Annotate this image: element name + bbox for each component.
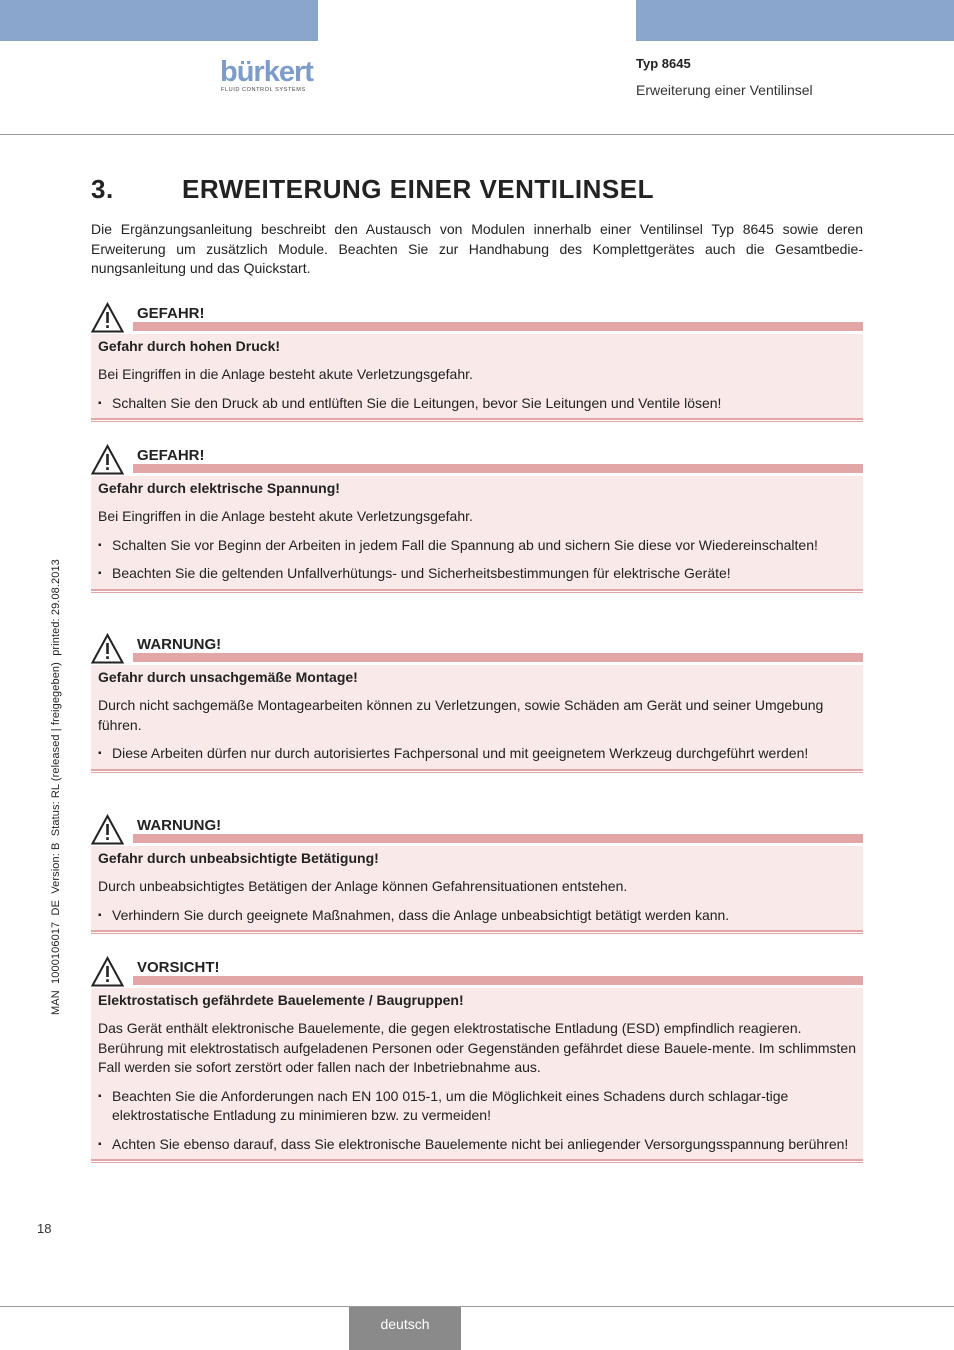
- warning-bullet: ▪ Diese Arbeiten dürfen nur durch autorisiertes Fachpersonal und mit geeignetem Werkzeug durchgeführt werden!: [98, 744, 856, 764]
- warning-text: Bei Eingriffen in die Anlage besteht akute Verletzungsgefahr.: [98, 366, 473, 382]
- chapter-title: ERWEITERUNG EINER VENTILINSEL: [182, 174, 654, 204]
- header-subtitle: Erweiterung einer Ventilinsel: [636, 82, 813, 98]
- warning-end-rule: [91, 1159, 863, 1163]
- footer-divider: [0, 1306, 954, 1307]
- header-divider: [0, 134, 954, 135]
- warning-subtitle: Elektrostatisch gefährdete Bauelemente / Baugruppen!: [98, 992, 464, 1008]
- warning-subtitle: Gefahr durch unbeabsichtigte Betätigung!: [98, 850, 379, 866]
- header-band-left: [0, 0, 318, 41]
- warning-bar: [133, 322, 863, 331]
- warning-triangle-icon: [91, 444, 124, 475]
- warning-subtitle: Gefahr durch elektrische Spannung!: [98, 480, 340, 496]
- logo-subtitle: FLUID CONTROL SYSTEMS: [221, 87, 306, 93]
- header-band-right: [636, 0, 954, 41]
- warning-end-rule: [91, 769, 863, 773]
- warning-triangle-icon: [91, 633, 124, 664]
- document-version-sidebar: MAN 1000106017 DE Version: B Status: RL (released | freigegeben) printed: 29.08.2013: [50, 559, 62, 1015]
- warning-bar: [133, 653, 863, 662]
- warning-subtitle: Gefahr durch unsachgemäße Montage!: [98, 669, 358, 685]
- warning-end-rule: [91, 589, 863, 593]
- warning-bar: [133, 976, 863, 985]
- language-tab: deutsch: [349, 1307, 461, 1350]
- warning-bullet: ▪ Beachten Sie die Anforderungen nach EN 100 015-1, um die Möglichkeit eines Schadens durch schlagar-tige elektrostatische Entladung zu minimieren bzw. zu vermeiden!: [98, 1087, 856, 1126]
- warning-text: Durch nicht sachgemäße Montagearbeiten können zu Verletzungen, sowie Schäden am Gerät und seiner Umgebung führen.: [98, 697, 824, 733]
- warning-title: GEFAHR!: [137, 305, 205, 322]
- warning-text: Durch unbeabsichtigtes Betätigen der Anlage können Gefahrensituationen entstehen.: [98, 878, 628, 894]
- warning-end-rule: [91, 418, 863, 422]
- warning-box-electric: [91, 442, 863, 593]
- warning-text: Das Gerät enthält elektronische Bauelemente, die gegen elektrostatische Entladung (ESD) empfindlich reagieren. Berührung mit elektrostatisch aufgeladenen Personen oder Gegenständen gefährdet diese Bauele-mente. Im schlimmsten Fall werden sie sofort zerstört oder fallen nach der Inbetriebnahme aus.: [98, 1020, 857, 1075]
- warning-box-actuation: [91, 812, 863, 934]
- warning-title: VORSICHT!: [137, 959, 220, 976]
- warning-box-esd: [91, 954, 863, 1163]
- header-type-label: Typ 8645: [636, 56, 691, 71]
- warning-bullet: ▪ Beachten Sie die geltenden Unfallverhütungs- und Sicherheitsbestimmungen für elektrische Geräte!: [98, 564, 856, 584]
- warning-bullet: ▪ Achten Sie ebenso darauf, dass Sie elektronische Bauelemente nicht bei anliegender Versorgungsspannung berühren!: [98, 1135, 856, 1155]
- warning-title: WARNUNG!: [137, 636, 222, 653]
- chapter-number: 3.: [91, 174, 114, 204]
- warning-triangle-icon: [91, 814, 124, 845]
- intro-paragraph: Die Ergänzungsanleitung beschreibt den Austausch von Modulen innerhalb einer Ventilinsel Typ 8645 sowie deren Erweiterung um zusätzlich Module. Beachten Sie zur Handhabung des Komplettgerätes auch die Gesamtbedie-nungsanleitung und das Quickstart.: [91, 221, 863, 276]
- warning-triangle-icon: [91, 302, 124, 333]
- warning-subtitle: Gefahr durch hohen Druck!: [98, 338, 281, 354]
- warning-bullet: ▪ Schalten Sie den Druck ab und entlüften Sie die Leitungen, bevor Sie Leitungen und Ventile lösen!: [98, 394, 856, 414]
- warning-bar: [133, 464, 863, 473]
- warning-box-mounting: [91, 631, 863, 773]
- warning-end-rule: [91, 930, 863, 934]
- warning-title: WARNUNG!: [137, 817, 222, 834]
- warning-bullet: ▪ Verhindern Sie durch geeignete Maßnahmen, dass die Anlage unbeabsichtigt betätigt werden kann.: [98, 906, 856, 926]
- page-number: 18: [37, 1221, 52, 1236]
- warning-title: GEFAHR!: [137, 447, 205, 464]
- warning-text: Bei Eingriffen in die Anlage besteht akute Verletzungsgefahr.: [98, 508, 473, 524]
- warning-box-pressure: [91, 300, 863, 422]
- logo-wordmark: bürkert: [220, 56, 313, 88]
- warning-bullet: ▪ Schalten Sie vor Beginn der Arbeiten in jedem Fall die Spannung ab und sichern Sie diese vor Wiedereinschalten!: [98, 536, 856, 556]
- warning-bar: [133, 834, 863, 843]
- buerkert-logo: [220, 56, 320, 96]
- warning-triangle-icon: [91, 956, 124, 987]
